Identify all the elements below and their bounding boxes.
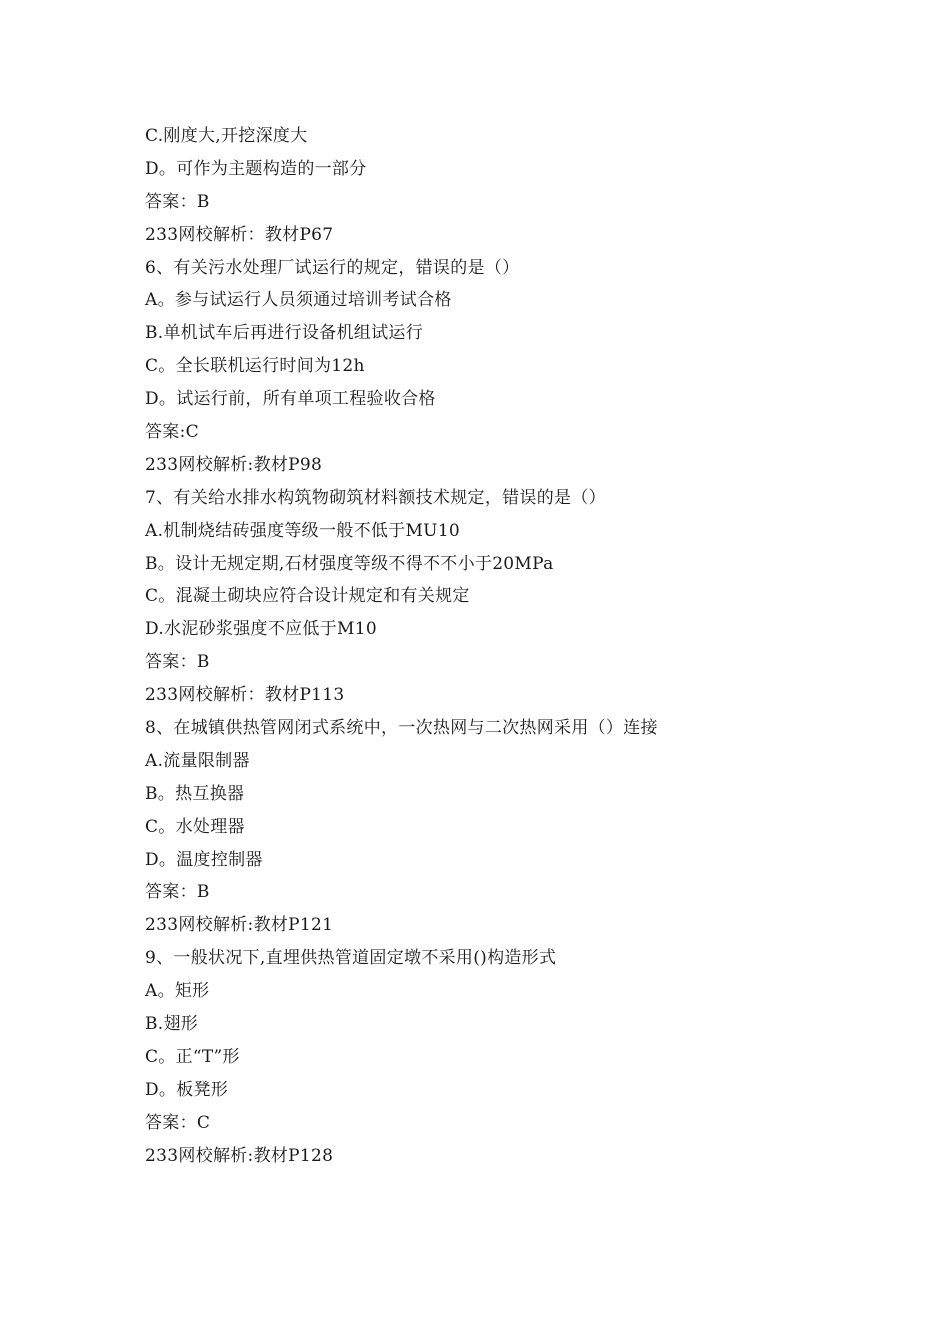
option-a-q7: A.机制烧结砖强度等级一般不低于MU10: [145, 520, 461, 541]
option-a-q9: A。矩形: [145, 981, 210, 1002]
option-d-q6: D。试运行前，所有单项工程验收合格: [145, 389, 436, 410]
option-c-q6: C。全长联机运行时间为12h: [145, 356, 365, 377]
question-7: 7、有关给水排水构筑物砌筑材料额技术规定，错误的是（）: [145, 487, 606, 508]
answer-q9: 答案：C: [145, 1112, 211, 1133]
question-8: 8、在城镇供热管网闭式系统中，一次热网与二次热网采用（）连接: [145, 718, 658, 739]
answer-q8: 答案：B: [145, 882, 210, 903]
answer-q5: 答案：B: [145, 191, 210, 212]
question-9: 9、一般状况下,直埋供热管道固定墩不采用()构造形式: [145, 948, 557, 969]
option-c-q7: C。混凝土砌块应符合设计规定和有关规定: [145, 586, 470, 607]
question-6: 6、有关污水处理厂试运行的规定，错误的是（）: [145, 257, 520, 278]
option-d-q9: D。板凳形: [145, 1079, 229, 1100]
option-a-q6: A。参与试运行人员须通过培训考试合格: [145, 290, 452, 311]
option-b-q6: B.单机试车后再进行设备机组试运行: [145, 323, 423, 344]
answer-q7: 答案：B: [145, 652, 210, 673]
analysis-q8: 233网校解析:教材P121: [145, 915, 334, 936]
option-d-q7: D.水泥砂浆强度不应低于M10: [145, 619, 377, 640]
option-b-q7: B。设计无规定期,石材强度等级不得不不小于20MPa: [145, 553, 554, 574]
analysis-q7: 233网校解析：教材P113: [145, 685, 345, 706]
analysis-q9: 233网校解析:教材P128: [145, 1145, 334, 1166]
option-a-q8: A.流量限制器: [145, 750, 250, 771]
option-d-q8: D。温度控制器: [145, 849, 263, 870]
option-b-q8: B。热互换器: [145, 783, 245, 804]
option-d-q5: D。可作为主题构造的一部分: [145, 158, 367, 179]
option-c-q5: C.刚度大,开挖深度大: [145, 126, 308, 146]
analysis-q6: 233网校解析:教材P98: [145, 454, 323, 475]
option-b-q9: B.翅形: [145, 1014, 199, 1035]
answer-q6: 答案:C: [145, 422, 199, 443]
option-c-q8: C。水处理器: [145, 816, 245, 837]
document-body: [145, 120, 865, 1173]
analysis-q5: 233网校解析：教材P67: [145, 224, 334, 245]
option-c-q9: C。正“T”形: [145, 1046, 240, 1067]
